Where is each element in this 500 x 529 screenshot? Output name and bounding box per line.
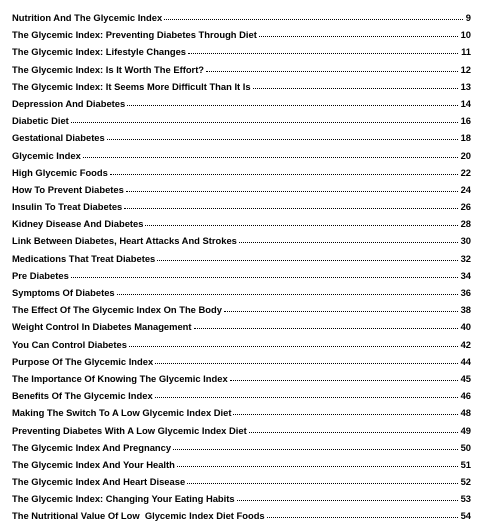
toc-entry-title: The Glycemic Index: Changing Your Eating Habits (12, 493, 235, 505)
toc-entry-title: Making The Switch To A Low Glycemic Index Diet (12, 407, 232, 419)
toc-entry[interactable] (12, 46, 471, 63)
toc-dot-leader (194, 328, 458, 329)
toc-entry-page: 53 (460, 493, 471, 505)
toc-entry[interactable] (12, 64, 471, 81)
toc-entry-title: Depression And Diabetes (12, 97, 126, 109)
toc-entry-page: 51 (460, 458, 471, 470)
toc-entry[interactable] (12, 81, 471, 98)
toc-entry[interactable] (12, 29, 471, 46)
toc-entry-page: 9 (465, 12, 471, 23)
toc-dot-leader (188, 53, 458, 54)
toc-entry[interactable] (12, 98, 471, 115)
toc-entry-title: Nutrition And The Glycemic Index (12, 12, 163, 23)
toc-entry[interactable] (12, 287, 471, 304)
toc-entry-title: The Importance Of Knowing The Glycemic Index (12, 372, 228, 384)
toc-entry-title: Weight Control In Diabetes Management (12, 321, 192, 333)
toc-entry[interactable] (12, 356, 471, 373)
toc-entry-page: 32 (460, 252, 471, 264)
toc-entry-title: The Glycemic Index: Is It Worth The Effort? (12, 63, 205, 75)
toc-entry[interactable] (12, 493, 471, 510)
toc-dot-leader (71, 122, 458, 123)
toc-entry[interactable] (12, 201, 471, 218)
toc-dot-leader (187, 483, 457, 484)
toc-entry[interactable] (12, 459, 471, 476)
toc-entry-page: 22 (460, 166, 471, 178)
toc-entry-page: 10 (460, 29, 471, 41)
toc-entry-page: 34 (460, 269, 471, 281)
toc-entry-page: 26 (460, 201, 471, 213)
toc-entry[interactable] (12, 150, 471, 167)
toc-dot-leader (206, 71, 458, 72)
table-of-contents (12, 12, 471, 528)
toc-dot-leader (83, 157, 458, 158)
toc-dot-leader (259, 36, 458, 37)
toc-entry[interactable] (12, 321, 471, 338)
toc-entry-title: High Glycemic Foods (12, 166, 108, 178)
toc-entry-page: 13 (460, 80, 471, 92)
toc-entry-title: Kidney Disease And Diabetes (12, 218, 144, 230)
toc-entry-page: 30 (460, 235, 471, 247)
toc-dot-leader (239, 242, 458, 243)
toc-entry-page: 40 (460, 321, 471, 333)
toc-dot-leader (249, 432, 458, 433)
toc-dot-leader (253, 88, 458, 89)
toc-entry-page: 44 (460, 355, 471, 367)
toc-dot-leader (71, 277, 458, 278)
toc-entry-title: Diabetic Diet (12, 115, 69, 127)
toc-entry-title: Pre Diabetes (12, 269, 69, 281)
toc-dot-leader (155, 397, 458, 398)
toc-entry-page: 45 (460, 372, 471, 384)
toc-entry[interactable] (12, 184, 471, 201)
toc-dot-leader (126, 191, 458, 192)
toc-entry-title: The Glycemic Index: Preventing Diabetes Through Diet (12, 29, 257, 41)
toc-entry-title: The Effect Of The Glycemic Index On The Body (12, 304, 222, 316)
toc-entry[interactable] (12, 390, 471, 407)
toc-dot-leader (129, 346, 458, 347)
toc-entry-title: Link Between Diabetes, Heart Attacks And Strokes (12, 235, 237, 247)
toc-entry-title: The Glycemic Index And Pregnancy (12, 441, 172, 453)
toc-entry[interactable] (12, 253, 471, 270)
toc-entry-title: Insulin To Treat Diabetes (12, 201, 123, 213)
toc-entry[interactable] (12, 339, 471, 356)
toc-dot-leader (230, 380, 458, 381)
toc-dot-leader (155, 363, 457, 364)
toc-entry-page: 42 (460, 338, 471, 350)
toc-entry[interactable] (12, 425, 471, 442)
toc-dot-leader (164, 19, 463, 20)
toc-entry-page: 18 (460, 132, 471, 144)
toc-entry-title: Gestational Diabetes (12, 132, 105, 144)
toc-entry[interactable] (12, 218, 471, 235)
toc-entry[interactable] (12, 510, 471, 527)
toc-entry-page: 49 (460, 424, 471, 436)
toc-entry-page: 28 (460, 218, 471, 230)
toc-entry[interactable] (12, 270, 471, 287)
toc-entry-title: You Can Control Diabetes (12, 338, 127, 350)
toc-entry[interactable] (12, 407, 471, 424)
toc-entry-title: The Glycemic Index And Heart Disease (12, 476, 186, 488)
toc-entry[interactable] (12, 476, 471, 493)
toc-dot-leader (124, 208, 457, 209)
toc-entry-title: Glycemic Index (12, 149, 81, 161)
toc-entry-page: 16 (460, 115, 471, 127)
toc-dot-leader (237, 500, 458, 501)
toc-dot-leader (127, 105, 457, 106)
toc-entry-title: Preventing Diabetes With A Low Glycemic Index Diet (12, 424, 247, 436)
toc-entry-title: Benefits Of The Glycemic Index (12, 390, 153, 402)
toc-entry-title: The Glycemic Index: It Seems More Difficult Than It Is (12, 80, 251, 92)
toc-entry-title: Symptoms Of Diabetes (12, 287, 115, 298)
toc-entry-page: 24 (460, 183, 471, 195)
toc-entry-page: 36 (460, 287, 471, 298)
toc-dot-leader (145, 225, 457, 226)
toc-entry[interactable] (12, 115, 471, 132)
toc-entry[interactable] (12, 442, 471, 459)
toc-entry[interactable] (12, 167, 471, 184)
toc-entry-page: 20 (460, 149, 471, 161)
toc-dot-leader (267, 517, 458, 518)
toc-entry-page: 50 (460, 441, 471, 453)
toc-entry-title: The Glycemic Index And Your Health (12, 458, 175, 470)
toc-entry-page: 11 (461, 46, 471, 58)
toc-entry-page: 14 (460, 97, 471, 109)
toc-entry-page: 48 (460, 407, 471, 419)
toc-entry-title: Purpose Of The Glycemic Index (12, 355, 154, 367)
toc-entry-page: 12 (460, 63, 471, 75)
toc-dot-leader (233, 414, 457, 415)
toc-entry-page: 54 (460, 510, 471, 522)
toc-entry[interactable] (12, 373, 471, 390)
toc-dot-leader (177, 466, 458, 467)
toc-entry[interactable] (12, 12, 471, 29)
toc-dot-leader (110, 174, 458, 175)
toc-entry-page: 38 (460, 304, 471, 316)
toc-entry-title: The Nutritional Value Of Low Glycemic Index Diet Foods (12, 510, 265, 522)
toc-dot-leader (107, 139, 458, 140)
toc-entry[interactable] (12, 304, 471, 321)
toc-entry-title: Medications That Treat Diabetes (12, 252, 156, 264)
toc-dot-leader (117, 294, 458, 295)
toc-dot-leader (157, 260, 457, 261)
toc-entry-page: 52 (460, 476, 471, 488)
toc-entry[interactable] (12, 235, 471, 252)
toc-dot-leader (224, 311, 458, 312)
toc-dot-leader (173, 449, 457, 450)
toc-entry-title: How To Prevent Diabetes (12, 183, 124, 195)
toc-entry-title: The Glycemic Index: Lifestyle Changes (12, 46, 187, 58)
toc-entry[interactable] (12, 132, 471, 149)
toc-entry-page: 46 (460, 390, 471, 402)
